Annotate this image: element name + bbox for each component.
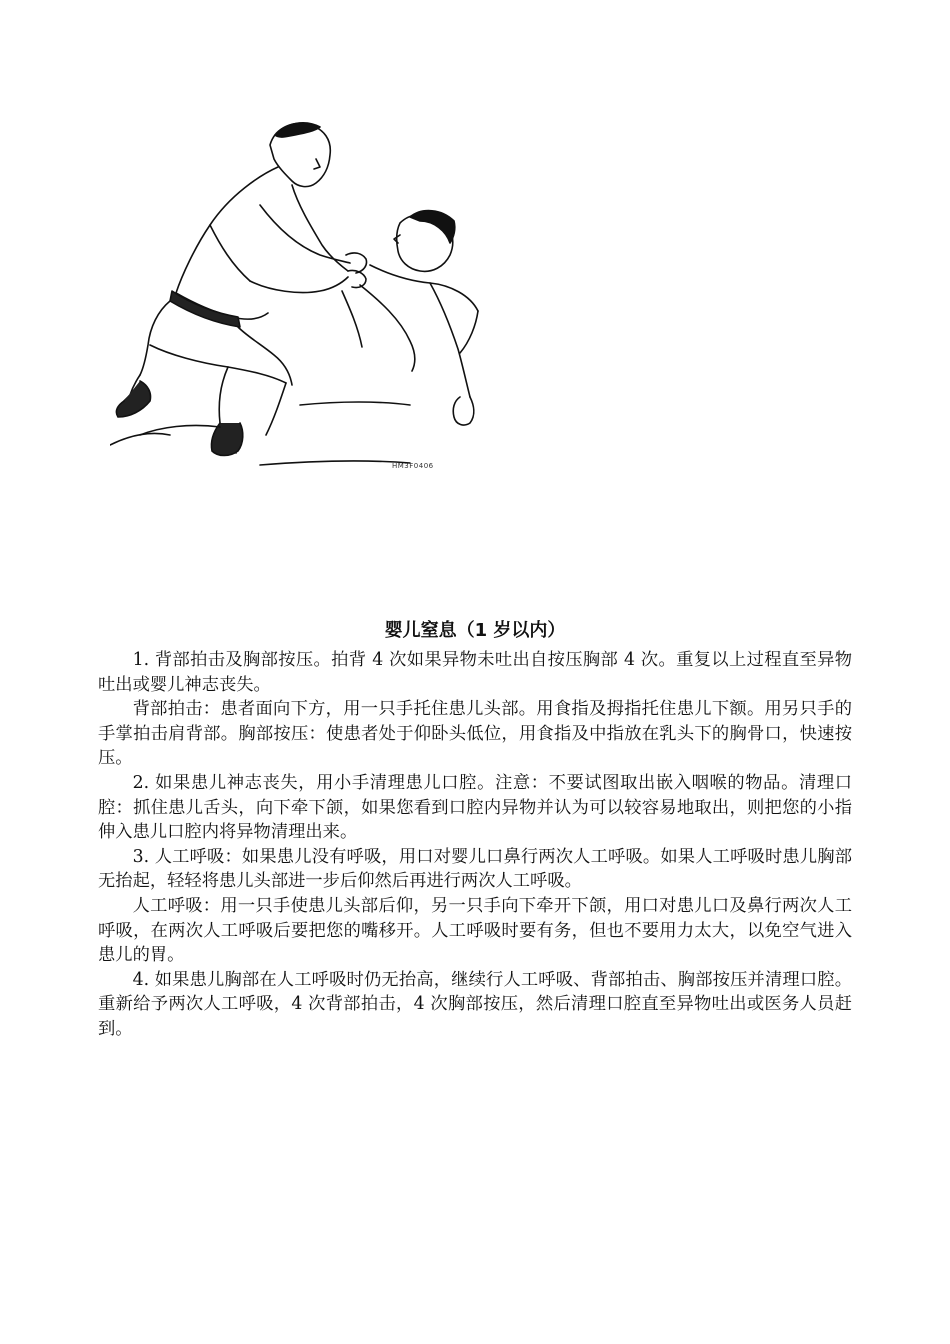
figure-code: HM3F0406 [392,462,434,470]
document-body [98,648,852,1042]
paragraph-step-1: 1. 背部拍击及胸部按压。拍背 4 次如果异物未吐出自按压胸部 4 次。重复以上过程直至异物吐出或婴儿神志丧失。 [98,650,852,695]
paragraph-back-blows: 背部拍击：患者面向下方，用一只手托住患儿头部。用食指及拇指托住患儿下额。用另只手的手掌拍击肩背部。胸部按压：使患者处于仰卧头低位，用食指及中指放在乳头下的胸骨口，快速按压。 [98,699,852,769]
paragraph-rescue-breathing: 人工呼吸：用一只手使患儿头部后仰，另一只手向下牵开下颌，用口对患儿口及鼻行两次人工呼吸，在两次人工呼吸后要把您的嘴移开。人工呼吸时要有务，但也不要用力太大，以免空气进入患儿的胃。 [98,895,852,966]
document-title: 婴儿窒息（1 岁以内） [384,620,566,641]
paragraph-step-2: 2. 如果患儿神志丧失，用小手清理患儿口腔。注意：不要试图取出嵌入咽喉的物品。清理口腔：抓住患儿舌头，向下牵下颌，如果您看到口腔内异物并认为可以较容易地取出，则把您的小指伸入患儿口腔内将异物清理出来。 [98,772,852,843]
paragraph-step-4: 4. 如果患儿胸部在人工呼吸时仍无抬高，继续行人工呼吸、背部拍击、胸部按压并清理口腔。重新给予两次人工呼吸，4 次背部拍击，4 次胸部按压，然后清理口腔直至异物吐出或医务人员赶到。 [98,969,852,1039]
rescue-illustration [110,105,490,480]
paragraph-step-3: 3. 人工呼吸：如果患儿没有呼吸，用口对婴儿口鼻行两次人工呼吸。如果人工呼吸时患儿胸部无抬起，轻轻将患儿头部进一步后仰然后再进行两次人工呼吸。 [98,846,852,892]
